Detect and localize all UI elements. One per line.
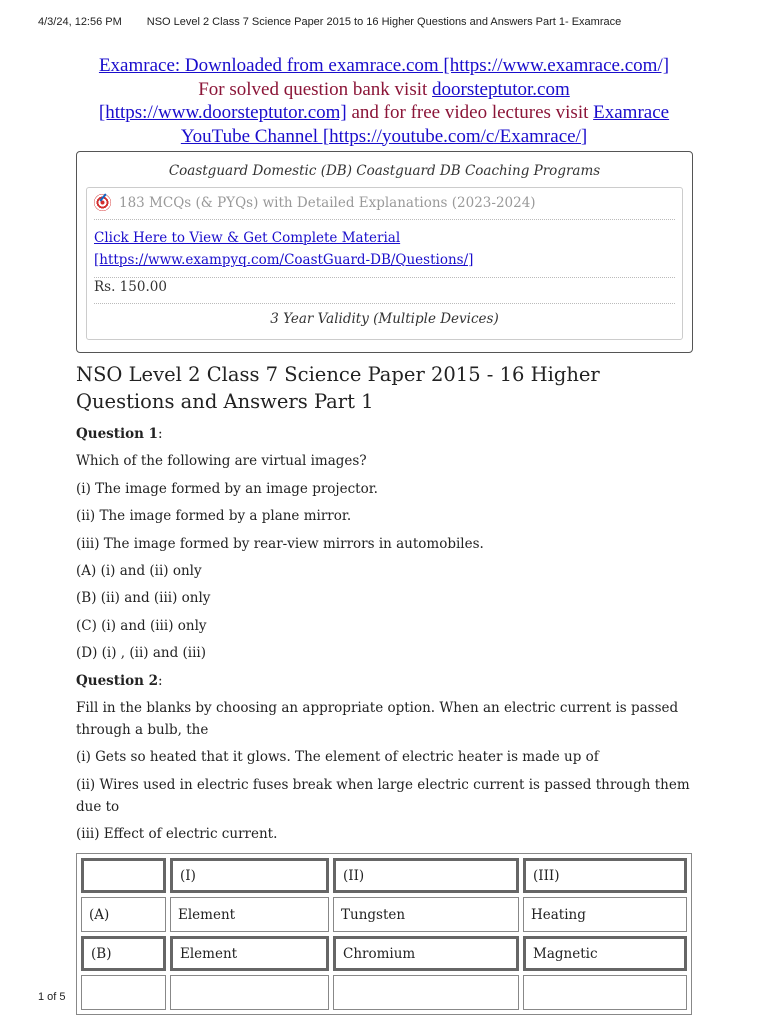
statement-item: (iii) The image formed by rear-view mirrors in automobiles. xyxy=(76,535,484,552)
statement-item: (ii) Wires used in electric fuses break when large electric current is passed through them due to xyxy=(76,776,690,815)
table-cell: Chromium xyxy=(333,936,519,971)
solved-bank-text: For solved question bank visit xyxy=(198,78,433,100)
validity-note: 3 Year Validity (Multiple Devices) xyxy=(270,311,499,327)
question-1-text: Which of the following are virtual images? xyxy=(76,453,367,470)
free-lectures-text: and for free video lectures visit xyxy=(346,102,594,123)
answer-option: (A) (i) and (ii) only xyxy=(76,562,202,579)
coaching-promo-card xyxy=(76,151,693,353)
price: Rs. 150.00 xyxy=(94,279,167,295)
view-material-link[interactable]: Click Here to View & Get Complete Material [https://www.exampyq.com/CoastGuard-DB/Questions/] xyxy=(94,230,474,268)
table-cell xyxy=(81,975,166,1010)
article-content xyxy=(76,361,692,1015)
target-icon xyxy=(94,194,111,211)
question-2-label: Question 2: xyxy=(76,672,163,689)
answer-option: (D) (i) , (ii) and (iii) xyxy=(76,645,206,662)
table-cell: Magnetic xyxy=(523,936,687,971)
divider xyxy=(94,219,675,220)
table-header-cell: (I) xyxy=(170,858,329,893)
table-cell: Heating xyxy=(523,897,687,932)
answer-option: (B) (ii) and (iii) only xyxy=(76,590,211,607)
print-datetime: 4/3/24, 12:56 PM xyxy=(38,16,122,28)
youtube-channel-link[interactable]: Examrace YouTube Channel [https://youtube.com/c/Examrace/] xyxy=(180,102,670,147)
answer-option: (C) (i) and (iii) only xyxy=(76,617,207,634)
print-page-title: NSO Level 2 Class 7 Science Paper 2015 to 16 Higher Questions and Answers Part 1- Examrace xyxy=(146,16,622,28)
table-header-cell: (II) xyxy=(333,858,519,893)
promo-inner-box xyxy=(86,187,683,340)
table-header-row xyxy=(81,858,687,893)
table-cell: (B) xyxy=(81,936,166,971)
download-banner xyxy=(76,54,692,148)
table-cell xyxy=(523,975,687,1010)
doorsteptutor-url-link[interactable]: [https://www.doorsteptutor.com] xyxy=(98,102,347,123)
options-table xyxy=(76,853,692,1015)
mcq-count xyxy=(94,194,536,211)
question-1-label: Question 1: xyxy=(76,426,163,442)
statement-item: (ii) The image formed by a plane mirror. xyxy=(76,508,352,525)
page-number: 1 of 5 xyxy=(38,991,66,1003)
table-header-cell: (III) xyxy=(523,858,687,893)
table-cell xyxy=(170,975,329,1010)
statement-item: (iii) Effect of electric current. xyxy=(76,826,278,843)
divider xyxy=(94,277,675,278)
table-cell: Tungsten xyxy=(333,897,519,932)
page-title: NSO Level 2 Class 7 Science Paper 2015 - 16 Higher Questions and Answers Part 1 xyxy=(76,363,600,413)
table-cell: Element xyxy=(170,897,329,932)
table-cell: (A) xyxy=(81,897,166,932)
table-row xyxy=(81,897,687,932)
exam-program-title: Coastguard Domestic (DB) Coastguard DB Coaching Programs xyxy=(168,163,601,179)
mcq-count-text: 183 MCQs (& PYQs) with Detailed Explanations (2023-2024) xyxy=(119,194,536,211)
statement-item: (i) Gets so heated that it glows. The element of electric heater is made up of xyxy=(76,749,599,766)
doorsteptutor-link[interactable]: doorsteptutor.com xyxy=(432,78,570,100)
examrace-link[interactable]: Examrace: Downloaded from examrace.com [https://www.examrace.com/] xyxy=(98,55,670,76)
divider xyxy=(94,303,675,304)
table-row xyxy=(81,936,687,971)
statement-item: (i) The image formed by an image projector. xyxy=(76,480,378,497)
print-header xyxy=(38,16,730,30)
table-cell xyxy=(333,975,519,1010)
table-cell: Element xyxy=(170,936,329,971)
table-row xyxy=(81,975,687,1010)
table-header-cell xyxy=(81,858,166,893)
question-2-text: Fill in the blanks by choosing an appropriate option. When an electric current is passed through a bulb, the xyxy=(76,699,679,738)
